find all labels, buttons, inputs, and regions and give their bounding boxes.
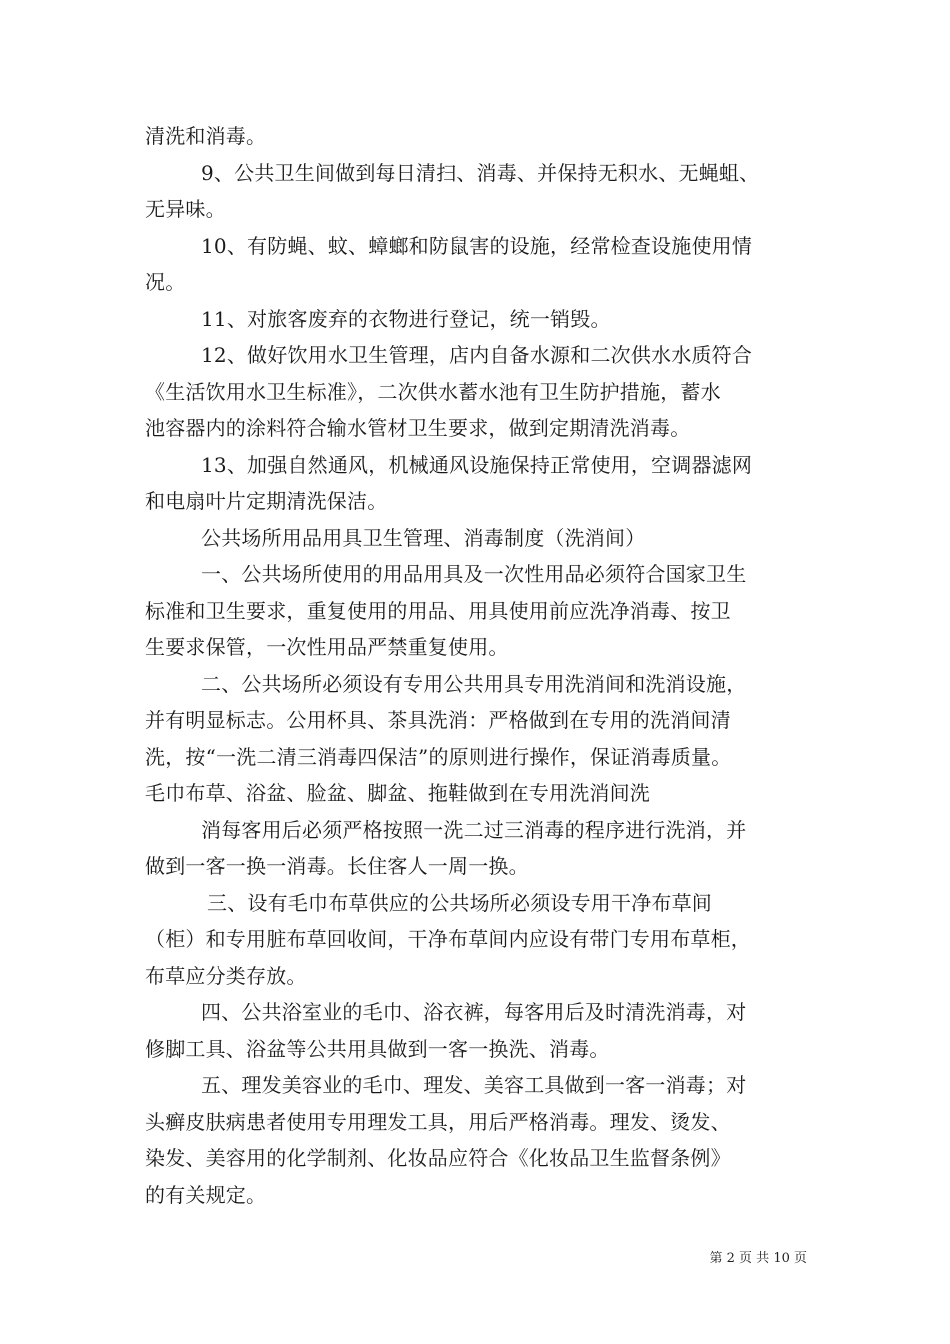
text-line: 清洗和消毒。 [145,124,267,148]
text-line: 三、设有毛巾布草供应的公共场所必须设专用干净布草间 [207,890,712,915]
page-footer: 第 2 页 共 10 页 [709,1251,807,1266]
text-line: 四、公共浴室业的毛巾、浴衣裤，每客用后及时清洗消毒，对 [201,1000,747,1024]
document-body [145,118,807,1213]
text-line: 修脚工具、浴盆等公共用具做到一客一换洗、消毒。 [145,1036,610,1061]
text-line: 况。 [145,270,186,294]
text-line: 头癣皮肤病患者使用专用理发工具，用后严格消毒。理发、烫发、 [145,1109,731,1134]
text-line: 公共场所用品用具卫生管理、消毒制度（洗消间） [201,525,646,550]
text-line: （柜）和专用脏布草回收间，干净布草间内应设有带门专用布草柜， [145,927,751,951]
text-line: 12、做好饮用水卫生管理，店内自备水源和二次供水水质符合 [201,343,753,367]
text-line: 毛巾布草、浴盆、脸盆、脚盆、拖鞋做到在专用洗消间洗 [145,781,650,805]
text-line: 并有明显标志。公用杯具、茶具洗消：严格做到在专用的洗消间清 [145,708,731,732]
text-line: 一、公共场所使用的用品用具及一次性用品必须符合国家卫生 [201,562,747,586]
text-line: 9、公共卫生间做到每日清扫、消毒、并保持无积水、无蝇蛆、 [201,160,760,185]
text-line: 二、公共场所必须设有专用公共用具专用洗消间和洗消设施， [201,671,747,696]
text-line: 五、理发美容业的毛巾、理发、美容工具做到一客一消毒；对 [201,1073,747,1097]
text-line: 做到一客一换一消毒。长住客人一周一换。 [145,854,529,878]
text-line: 的有关规定。 [145,1182,267,1207]
text-line: 消每客用后必须严格按照一洗二过三消毒的程序进行洗消，并 [201,817,747,842]
text-line: 洗，按“一洗二清三消毒四保洁”的原则进行操作，保证消毒质量。 [145,744,732,769]
text-line: 无异味。 [145,197,226,221]
text-line: 染发、美容用的化学制剂、化妆品应符合《化妆品卫生监督条例》 [145,1146,731,1170]
text-line: 11、对旅客废弃的衣物进行登记，统一销毁。 [201,306,611,331]
text-line: 和电扇叶片定期清洗保洁。 [145,489,388,513]
text-line: 《生活饮用水卫生标准》，二次供水蓄水池有卫生防护措施，蓄水 [145,379,721,404]
text-line: 标准和卫生要求，重复使用的用品、用具使用前应洗净消毒、按卫 [145,598,731,623]
text-line: 布草应分类存放。 [145,963,307,988]
text-line: 生要求保管，一次性用品严禁重复使用。 [145,635,509,659]
text-line: 池容器内的涂料符合输水管材卫生要求，做到定期清洗消毒。 [145,416,691,440]
text-line: 10、有防蝇、蚊、蟑螂和防鼠害的设施，经常检查设施使用情 [201,233,753,258]
text-line: 13、加强自然通风，机械通风设施保持正常使用，空调器滤网 [201,452,753,477]
